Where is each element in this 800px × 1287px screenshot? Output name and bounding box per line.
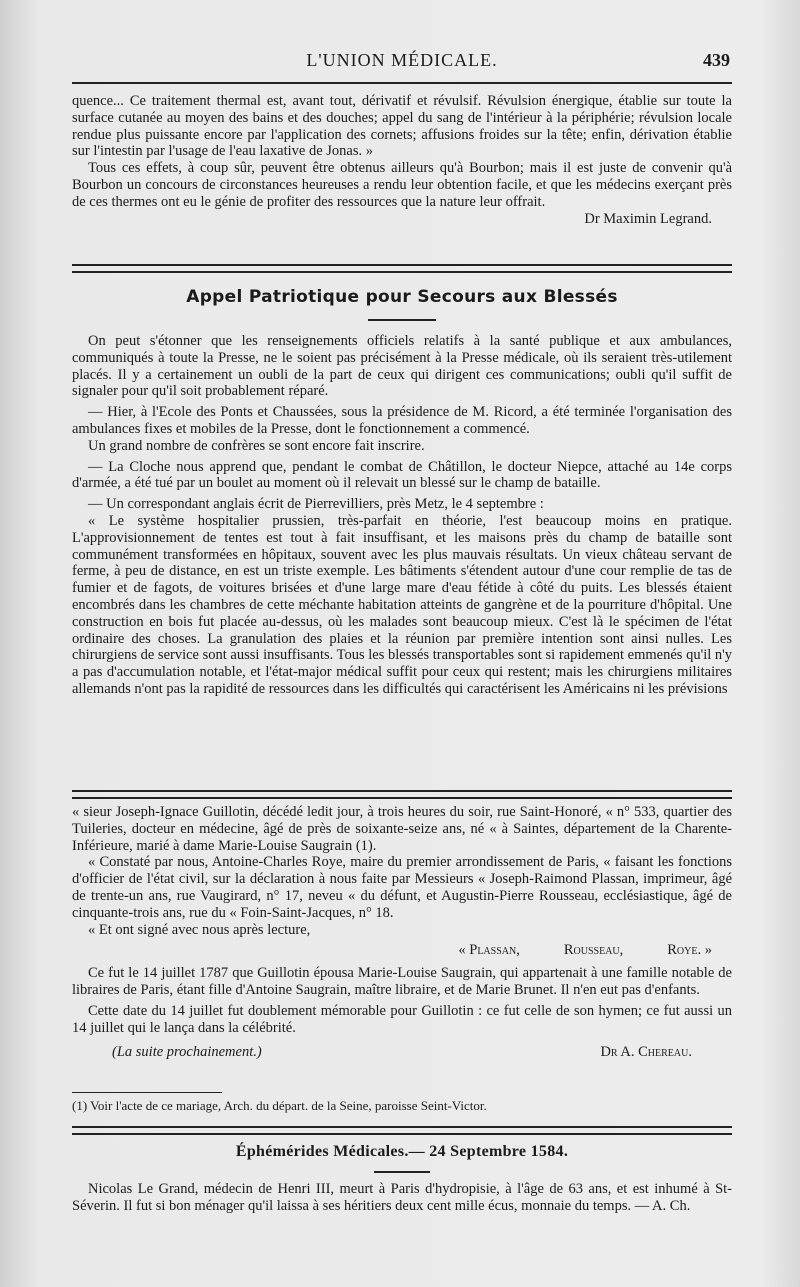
signature: Dr Maximin Legrand. (584, 210, 712, 227)
header-rule (72, 82, 732, 84)
paragraph: Ce fut le 14 juillet 1787 que Guillotin épousa Marie-Louise Saugrain, qui appartenait à une famille notable de libraires de Paris, étant fille d'Antoine Saugrain, maître libraire, et de Marie Brunet. Il n'en eut pas d'enfants. (72, 965, 732, 998)
paragraph: On peut s'étonner que les renseignements officiels relatifs à la santé publique et aux ambulances, communiqués à toute la Presse, ne le soient pas précisément à la Presse médicale, où ils seraient très-utilement placés. Il y a certainement un oubli de la part de ceux qui dirigent ces communications; oubli qu'il suffit de signaler pour qu'il soit probablement réparé. (72, 333, 732, 400)
paragraph: — Un correspondant anglais écrit de Pierrevilliers, près Metz, le 4 septembre : (88, 496, 544, 513)
paragraph: « sieur Joseph-Ignace Guillotin, décédé ledit jour, à trois heures du soir, rue Saint-Honoré, « n° 533, quartier des Tuileries, docteur en médecine, âgé de près de soixante-seize ans, né « à Saintes, département de la Charente-Inférieure, marié à dame Marie-Louise Saugrain (1). (72, 804, 732, 854)
article-ephemerides (72, 1181, 732, 1215)
signatory: Roye. » (667, 942, 712, 959)
paragraph: « Et ont signé avec nous après lecture, (88, 921, 311, 938)
paragraph: « Constaté par nous, Antoine-Charles Roye, maire du premier arrondissement de Paris, « faisant les fonctions d'officier de l'état civil, sur la déclaration à nous faite par Messieurs « Joseph-Raimond Plassan, imprimeur, âgé de trente-un ans, rue Vaugirard, n° 17, neveu « du défunt, et Augustin-Pierre Rousseau, ecclésiastique, âgé de cinquante-trois ans, rue du « Foin-Saint-Jacques, n° 18. (72, 854, 732, 921)
section-divider (72, 790, 732, 799)
paragraph: Un grand nombre de confrères se sont encore fait inscrire. (88, 437, 425, 454)
continuation-note: (La suite prochainement.) (112, 1044, 262, 1061)
paragraph: — Hier, à l'Ecole des Ponts et Chaussées, sous la présidence de M. Ricord, a été terminée l'organisation des ambulances fixes et mobiles de la Presse, dont le fonctionnement a commencé. (72, 404, 732, 437)
article-credit (72, 1044, 732, 1061)
paragraph: « Le système hospitalier prussien, très-parfait en théorie, l'est beaucoup moins en pratique. L'approvisionnement de tentes est tout à fait insuffisant, et les maisons près du champ de bataille sont communément transformées en hôpitaux, souvent avec les plus mauvais résultats. Un vieux château servant de ferme, à peu de distance, en est un triste exemple. Les bâtiments s'étendent autour d'une cour remplie de tas de fumier et de fagots, de voitures brisées et d'une large mare d'eau fétide à côté du puits. Les blessés étaient encombrés dans les chambres de cette méchante habitation atteints de gangrène et de la pourriture d'hôpital. Une construction en bois fut placée au-dessus, où les malades sont beaucoup mieux. C'est là le spécimen de l'état ordinaire des choses. La granulation des plaies et la réunion par première intention sont ainsi nulles. Les chirurgiens de service sont aussi insuffisants. Tous les blessés transportables sont si rapidement emmenés qu'il n'y a pas d'accumulation notable, et l'état-major médical suffit pour ceux qui restent; mais les chirurgiens militaires allemands n'ont pas la rapidité de ressources dans les difficultés qui caractérisent les Américains ni les prévisions (72, 512, 732, 697)
paragraph: quence... Ce traitement thermal est, avant tout, dérivatif et révulsif. Révulsion énergique, établie sur toute la surface cutanée au moyen des bains et des douches; appel du sang de l'intérieur à la périphérie; révulsion locale rendue plus puissante encore par l'application des cornets; affusions froides sur la tête; enfin, dérivation établie sur l'intestin par l'usage de l'eau laxative de Jonas. » (72, 93, 732, 160)
paragraph: Nicolas Le Grand, médecin de Henri III, meurt à Paris d'hydropisie, à l'âge de 63 ans, et est inhumé à St-Séverin. Il fut si bon ménager qu'il laissa à ses héritiers deux cent mille écus, monnaie du temps. — A. Ch. (72, 1181, 732, 1214)
title-rule (374, 1171, 430, 1173)
title-rule (368, 319, 436, 321)
paragraph: Tous ces effets, à coup sûr, peuvent être obtenus ailleurs qu'à Bourbon; mais il est juste de convenir qu'à Bourbon un concours de circonstances heureuses a rendu leur obtention facile, et que les médecins exerçant près de ces thermes ont eu le génie de profiter des ressources que la nature leur offrait. (72, 160, 732, 210)
signatory: « Plassan, (458, 942, 520, 959)
paragraph: Cette date du 14 juillet fut doublement mémorable pour Guillotin : ce fut celle de son hymen; ce fut aussi un 14 juillet qui le lança dans la célébrité. (72, 1002, 732, 1036)
section-divider (72, 264, 732, 273)
author: Dr A. Chereau. (600, 1044, 692, 1061)
article-guillotin (72, 804, 732, 1061)
section-title: Éphémérides Médicales.— 24 Septembre 1584. (235, 1143, 569, 1160)
article-appel (72, 333, 732, 698)
running-title: L'UNION MÉDICALE. (306, 50, 498, 70)
page-header (72, 46, 732, 76)
signatory: Rousseau, (563, 942, 624, 959)
page-number: 439 (703, 50, 730, 70)
signatories (72, 942, 732, 959)
footnote-rule (72, 1092, 222, 1093)
section-divider (72, 1126, 732, 1135)
article-bourbon (72, 93, 732, 227)
section-title: Appel Patriotique pour Secours aux Blessés (186, 287, 618, 307)
footnote: (1) Voir l'acte de ce mariage, Arch. du départ. de la Seine, paroisse Seint-Victor. (72, 1098, 487, 1113)
paragraph: — La Cloche nous apprend que, pendant le combat de Châtillon, le docteur Niepce, attaché au 14e corps d'armée, a été tué par un boulet au moment où il relevait un blessé sur le champ de bataille. (72, 458, 732, 492)
